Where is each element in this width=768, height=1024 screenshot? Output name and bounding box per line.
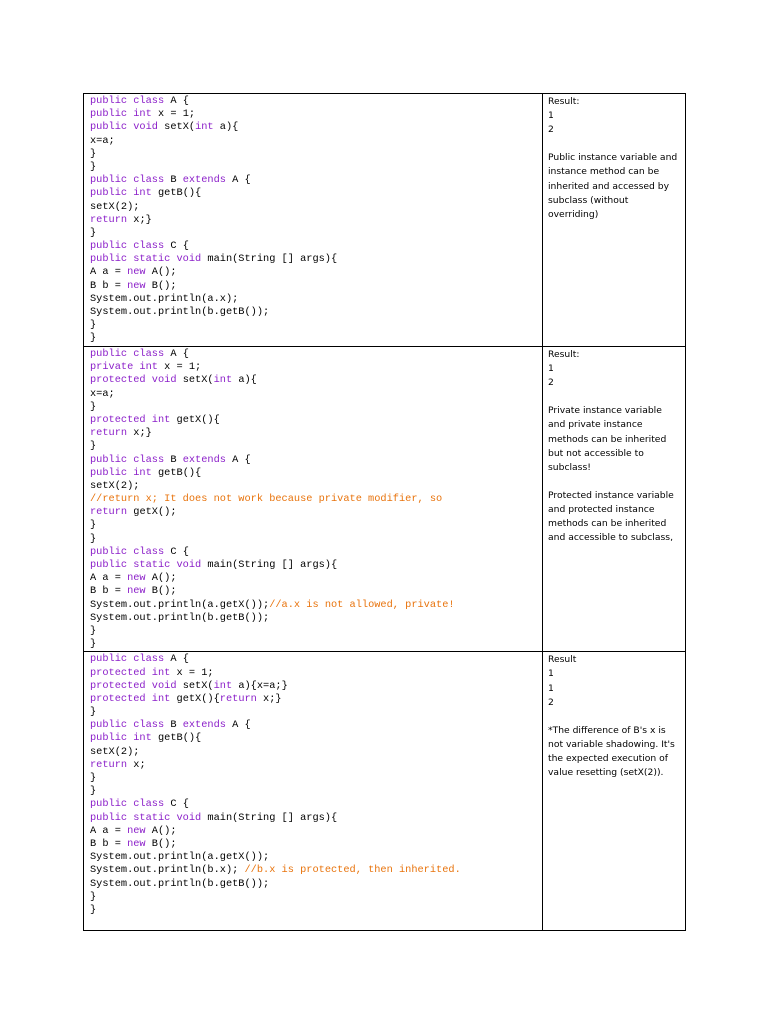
note-text: instance method can be: [548, 166, 660, 178]
result-label: Result: [548, 654, 577, 666]
code-line: [90, 187, 542, 200]
code-keyword: int: [195, 121, 220, 134]
table-row: [84, 94, 686, 347]
code-keyword: new: [127, 824, 152, 837]
code-cell: [84, 652, 543, 931]
code-text: A {: [170, 653, 189, 666]
note-text: *The difference of B's x is: [548, 724, 666, 736]
code-line: [90, 559, 542, 572]
code-text: }: [90, 638, 97, 651]
code-text: getB(){: [157, 466, 202, 479]
code-line: [90, 293, 542, 306]
code-text: B: [170, 174, 183, 187]
note-spacer: [548, 390, 681, 404]
code-text: B b =: [90, 279, 128, 292]
code-line: [90, 480, 542, 493]
code-keyword: return: [90, 427, 134, 440]
code-text: getX();: [133, 506, 177, 519]
code-keyword: public static void: [90, 811, 208, 824]
note-text: subclass (without: [548, 194, 629, 206]
code-keyword: public class: [90, 719, 171, 732]
code-keyword: return: [90, 758, 134, 771]
code-text: getX(){: [176, 413, 220, 426]
code-line: [90, 214, 542, 227]
code-text: }: [90, 319, 97, 332]
code-line: [90, 427, 542, 440]
code-line: [90, 785, 542, 798]
code-text: }: [90, 706, 97, 719]
code-text: }: [90, 624, 97, 637]
code-line: [90, 746, 542, 759]
code-keyword: public class: [90, 453, 171, 466]
code-text: B();: [151, 585, 177, 598]
code-line: [90, 693, 542, 706]
code-line: [90, 135, 542, 148]
code-line: [90, 201, 542, 214]
code-text: x;}: [263, 692, 282, 705]
note-text: inherited and accessed by: [548, 180, 670, 192]
code-keyword: public int: [90, 732, 158, 745]
code-text: x = 1;: [157, 108, 196, 121]
code-text: System.out.println(a.getX());: [90, 851, 270, 864]
result-note-cell: [543, 347, 686, 652]
code-text: System.out.println(b.getB());: [90, 306, 270, 318]
code-cell: [84, 347, 543, 652]
code-comparison-table: [83, 93, 686, 931]
note-text: 2: [548, 696, 554, 708]
code-text: System.out.println(b.x);: [90, 864, 245, 877]
code-text: main(String [] args){: [207, 253, 338, 266]
note-text: value resetting (setX(2)).: [548, 767, 664, 779]
code-keyword: extends: [182, 453, 233, 466]
code-text: setX(: [182, 374, 214, 387]
code-keyword: protected void: [90, 374, 183, 387]
note-text: 2: [548, 124, 554, 136]
code-text: }: [90, 160, 97, 173]
code-line: [90, 467, 542, 480]
code-keyword: new: [127, 572, 152, 585]
code-text: x=a;: [90, 387, 115, 400]
code-keyword: public void: [90, 121, 165, 134]
code-text: A {: [170, 348, 189, 360]
code-keyword: protected int: [90, 413, 177, 426]
code-text: x = 1;: [164, 361, 202, 374]
code-text: C {: [170, 240, 189, 253]
code-text: }: [90, 785, 97, 798]
code-keyword: public int: [90, 108, 158, 121]
code-text: }: [90, 440, 97, 453]
code-line: [90, 732, 542, 745]
code-keyword: protected int: [90, 666, 177, 679]
result-note-cell: [543, 652, 686, 931]
note-text: but not accessible to: [548, 447, 644, 459]
note-text: and private instance: [548, 419, 643, 431]
code-line: [90, 546, 542, 559]
code-text: B b =: [90, 837, 128, 850]
code-text: }: [90, 519, 97, 532]
code-text: x=a;: [90, 134, 115, 147]
code-line: [90, 332, 542, 345]
code-line: [90, 440, 542, 453]
code-text: getB(){: [157, 187, 202, 200]
code-line: [90, 227, 542, 240]
result-label: Result:: [548, 349, 580, 360]
code-line: [90, 108, 542, 121]
code-text: B b =: [90, 585, 128, 598]
code-keyword: public class: [90, 348, 171, 360]
code-keyword: int: [213, 679, 239, 692]
code-line: [90, 361, 542, 374]
code-text: A {: [232, 174, 251, 187]
code-line: [90, 706, 542, 719]
code-keyword: public class: [90, 174, 171, 187]
code-line: [90, 253, 542, 266]
code-text: B: [170, 453, 183, 466]
code-keyword: public static void: [90, 253, 208, 266]
note-spacer: [548, 475, 681, 489]
code-keyword: public int: [90, 466, 158, 479]
note-spacer: [548, 710, 681, 724]
code-text: setX(: [164, 121, 196, 134]
table-row: [84, 652, 686, 931]
code-cell: [84, 94, 543, 347]
code-keyword: extends: [182, 174, 233, 187]
code-text: A();: [151, 572, 177, 585]
code-keyword: private int: [90, 361, 165, 374]
note-text: 1: [548, 682, 554, 694]
code-text: B();: [151, 279, 177, 292]
code-line: [90, 825, 542, 838]
code-line: [90, 148, 542, 161]
code-line: [90, 772, 542, 785]
code-keyword: return: [219, 692, 264, 705]
code-line: [90, 612, 542, 625]
code-text: setX(: [182, 679, 214, 692]
code-line: [90, 878, 542, 891]
code-text: x;}: [133, 427, 152, 440]
note-text: subclass!: [548, 461, 591, 473]
code-comment: //a.x is not allowed, private!: [269, 598, 455, 611]
note-text: 1: [548, 110, 554, 122]
note-text: Private instance variable: [548, 405, 662, 417]
note-text: not variable shadowing. It's: [548, 738, 675, 750]
code-line: [90, 266, 542, 279]
code-text: A a =: [90, 572, 128, 585]
code-text: x;}: [133, 213, 152, 226]
code-text: x;: [133, 758, 146, 771]
code-line: [90, 374, 542, 387]
code-line: [90, 493, 542, 506]
code-text: setX(2);: [90, 479, 140, 492]
table-row: [84, 347, 686, 652]
code-comment: //b.x is protected, then inherited.: [244, 864, 461, 877]
code-keyword: extends: [182, 719, 233, 732]
note-text: the expected execution of: [548, 752, 669, 764]
code-line: [90, 240, 542, 253]
code-text: System.out.println(a.getX());: [90, 598, 270, 611]
code-keyword: new: [127, 837, 152, 850]
code-text: }: [90, 903, 97, 916]
code-line: [90, 519, 542, 532]
code-line: [90, 533, 542, 546]
code-line: [90, 306, 542, 319]
code-text: }: [90, 147, 97, 160]
code-text: A();: [151, 266, 177, 279]
code-text: main(String [] args){: [207, 559, 338, 571]
code-keyword: new: [127, 585, 152, 598]
code-text: main(String [] args){: [207, 811, 338, 824]
code-text: }: [90, 772, 97, 784]
code-line: [90, 95, 542, 108]
code-line: [90, 121, 542, 134]
code-line: [90, 759, 542, 772]
code-line: [90, 851, 542, 864]
code-line: [90, 653, 542, 666]
code-keyword: public class: [90, 653, 171, 666]
code-line: [90, 401, 542, 414]
code-line: [90, 454, 542, 467]
code-line: [90, 572, 542, 585]
code-keyword: return: [90, 213, 134, 226]
note-text: and accessible to subclass,: [548, 532, 673, 544]
code-text: System.out.println(b.getB());: [90, 611, 270, 624]
code-line: [90, 414, 542, 427]
code-text: A {: [232, 453, 251, 466]
note-text: methods can be inherited: [548, 433, 667, 445]
code-keyword: new: [127, 279, 152, 292]
code-line: [90, 625, 542, 638]
note-text: 1: [548, 668, 554, 680]
code-line: [90, 280, 542, 293]
code-line: [90, 585, 542, 598]
code-line: [90, 506, 542, 519]
code-text: a){: [238, 374, 257, 387]
code-keyword: int: [213, 374, 239, 387]
code-line: [90, 161, 542, 174]
code-text: System.out.println(b.getB());: [90, 877, 270, 890]
code-text: a){x=a;}: [238, 679, 288, 692]
code-text: setX(2);: [90, 200, 140, 213]
code-keyword: new: [127, 266, 152, 279]
code-line: [90, 864, 542, 877]
code-keyword: protected void: [90, 679, 183, 692]
code-text: }: [90, 400, 97, 413]
code-keyword: public class: [90, 798, 171, 811]
code-line: [90, 719, 542, 732]
code-text: getX(){: [176, 692, 220, 705]
note-text: and protected instance: [548, 504, 655, 516]
code-text: }: [90, 532, 97, 545]
code-text: A();: [151, 824, 177, 837]
code-line: [90, 388, 542, 401]
note-text: Protected instance variable: [548, 489, 674, 501]
code-text: A {: [232, 719, 251, 732]
code-line: [90, 599, 542, 612]
code-text: }: [90, 890, 97, 903]
code-line: [90, 174, 542, 187]
code-keyword: return: [90, 506, 134, 519]
code-text: C {: [170, 545, 189, 558]
code-keyword: public class: [90, 95, 171, 107]
code-keyword: public int: [90, 187, 158, 200]
code-keyword: public class: [90, 545, 171, 558]
code-text: }: [90, 332, 97, 345]
code-text: System.out.println(a.x);: [90, 292, 239, 305]
code-line: [90, 838, 542, 851]
code-keyword: protected int: [90, 692, 177, 705]
code-line: [90, 812, 542, 825]
note-text: overriding): [548, 208, 599, 220]
code-text: setX(2);: [90, 745, 140, 758]
code-text: x = 1;: [176, 666, 214, 679]
code-line: [90, 319, 542, 332]
code-line: [90, 638, 542, 651]
result-label: Result:: [548, 96, 580, 107]
code-line: [90, 891, 542, 904]
code-text: A a =: [90, 266, 128, 279]
code-keyword: public static void: [90, 559, 208, 571]
code-line: [90, 667, 542, 680]
result-note-cell: [543, 94, 686, 347]
code-text: C {: [170, 798, 189, 811]
code-text: getB(){: [157, 732, 202, 745]
code-keyword: public class: [90, 240, 171, 253]
code-text: B();: [151, 837, 177, 850]
code-line: [90, 798, 542, 811]
code-text: a){: [219, 121, 239, 134]
note-text: methods can be inherited: [548, 518, 667, 530]
note-spacer: [548, 137, 681, 151]
note-text: 1: [548, 363, 554, 375]
code-text: B: [170, 719, 183, 732]
code-text: }: [90, 226, 97, 239]
code-line: [90, 904, 542, 917]
code-text: A a =: [90, 824, 128, 837]
note-text: 2: [548, 377, 554, 389]
note-text: Public instance variable and: [548, 152, 678, 164]
code-line: [90, 348, 542, 361]
code-line: [90, 680, 542, 693]
code-text: A {: [170, 95, 189, 107]
code-comment: //return x; It does not work because private modifier, so: [90, 493, 443, 506]
